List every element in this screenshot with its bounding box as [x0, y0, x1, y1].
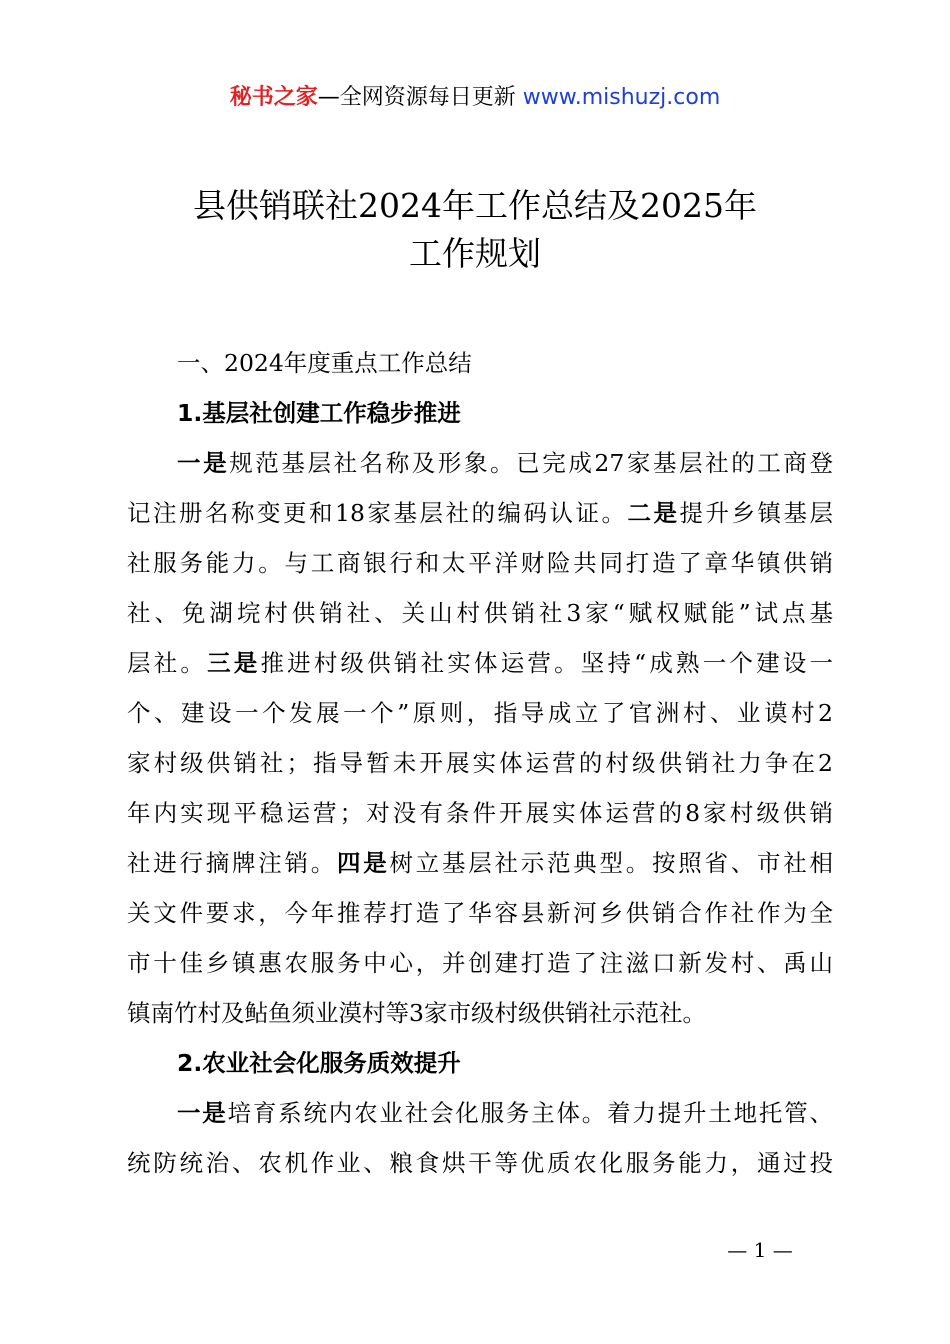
- website-link[interactable]: www.mishuzj.com: [522, 85, 721, 110]
- paragraph-line: 个、建设一个发展一个”原则，指导成立了官洲村、业谟村2: [127, 699, 833, 727]
- paragraph-line: 镇南竹村及鲇鱼须业漠村等3家市级村级供销社示范社。: [127, 999, 706, 1027]
- section-heading: 一、2024年度重点工作总结: [177, 349, 472, 377]
- emphasis-text: 一是: [177, 449, 230, 477]
- paragraph-line: 统防统治、农机作业、粮食烘干等优质农化服务能力，通过投: [127, 1149, 833, 1177]
- paragraph-line: 社进行摘牌注销。四是树立基层社示范典型。按照省、市社相: [127, 849, 833, 877]
- paragraph-line: 记注册名称变更和18家基层社的编码认证。二是提升乡镇基层: [127, 499, 833, 527]
- brand-name: 秘书之家: [229, 85, 318, 110]
- document-title: [0, 182, 950, 278]
- emphasis-text: 四是: [337, 849, 390, 877]
- subsection-heading-2: 2.农业社会化服务质效提升: [177, 1049, 461, 1077]
- paragraph-line: 关文件要求，今年推荐打造了华容县新河乡供销合作社作为全: [127, 899, 833, 927]
- title-line-1: 县供销联社2024年工作总结及2025年: [193, 186, 757, 225]
- paragraph-line: 年内实现平稳运营；对没有条件开展实体运营的8家村级供销: [127, 799, 833, 827]
- paragraph-line: 一是规范基层社名称及形象。已完成27家基层社的工商登: [177, 449, 833, 477]
- banner-tagline: —全网资源每日更新: [317, 85, 523, 110]
- paragraph-line: 家村级供销社；指导暂未开展实体运营的村级供销社力争在2: [127, 749, 833, 777]
- emphasis-text: 二是: [627, 499, 680, 527]
- title-line-2: 工作规划: [409, 234, 541, 273]
- document-body: [127, 338, 833, 1188]
- source-banner: [0, 80, 950, 111]
- paragraph-line: 社服务能力。与工商银行和太平洋财险共同打造了章华镇供销: [127, 549, 833, 577]
- paragraph-line: 市十佳乡镇惠农服务中心，并创建打造了注滋口新发村、禹山: [127, 949, 833, 977]
- page-number: — 1 —: [727, 1238, 793, 1262]
- emphasis-text: 一是: [177, 1099, 228, 1127]
- emphasis-text: 三是: [207, 649, 261, 677]
- paragraph-line: 社、免湖垸村供销社、关山村供销社3家“赋权赋能”试点基: [127, 599, 833, 627]
- paragraph-line: 一是培育系统内农业社会化服务主体。着力提升土地托管、: [177, 1099, 833, 1127]
- paragraph-line: 层社。三是推进村级供销社实体运营。坚持“成熟一个建设一: [127, 649, 833, 677]
- subsection-heading-1: 1.基层社创建工作稳步推进: [177, 399, 461, 427]
